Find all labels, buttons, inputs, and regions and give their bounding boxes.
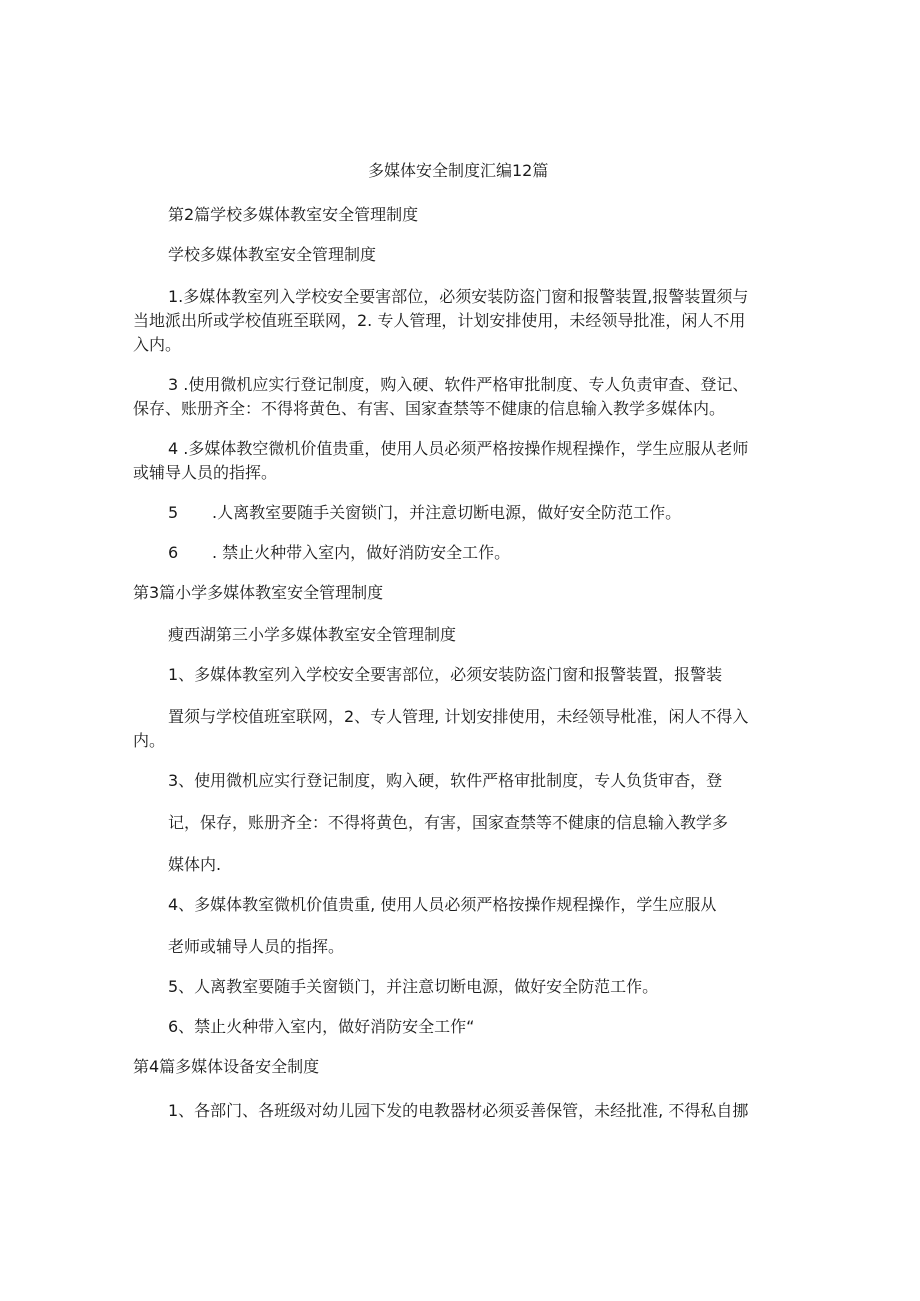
section-2-para-1-line-1: 1.多媒体教室列入学校安全要害部位，必须安装防盗门窗和报警装置,报警装置须与 — [168, 287, 749, 306]
section-4-heading: 第4篇多媒体设备安全制度 — [133, 1057, 320, 1076]
section-3-para-4: 5、人离教室要随手关窗锁门，并注意切断电源，做好安全防范工作。 — [168, 977, 659, 996]
section-3-para-3-line-2: 老师或辅导人员的指挥。 — [168, 937, 345, 956]
section-2-para-1-line-3: 入内。 — [133, 335, 182, 354]
section-2-para-1-line-2: 当地派出所或学校值班至联网，2. 专人管理，计划安排使用，未经领导批准，闲人不用 — [133, 311, 746, 330]
section-3-subheading: 瘦西湖第三小学多媒体教室安全管理制度 — [168, 625, 457, 644]
section-2-para-2-line-1: 3 .使用微机应实行登记制度，购入硬、软件严格审批制度、专人负责审查、登记、 — [168, 375, 749, 394]
section-3-para-2-line-2: 记，保存，账册齐全：不得将黄色，有害，国家查禁等不健康的信息输入教学多 — [168, 813, 729, 832]
section-3-para-3-line-1: 4、多媒体教室微机价值贵重, 使用人员必须严格按操作规程操作，学生应服从 — [168, 895, 717, 914]
section-3-para-1-line-3: 内。 — [133, 731, 166, 750]
section-2-subheading: 学校多媒体教室安全管理制度 — [168, 245, 377, 264]
section-2-para-4-text: .人离教室要随手关窗锁门，并注意切断电源，做好安全防范工作。 — [212, 503, 682, 522]
section-3-para-1-line-2: 置须与学校值班室联网，2、专人管理, 计划安排使用，未经领导枇准，闲人不得入 — [168, 707, 749, 726]
section-2-para-3-line-2: 或辅导人员的指挥。 — [133, 463, 278, 482]
section-3-para-5: 6、禁止火种带入室内，做好消防安全工作“ — [168, 1017, 475, 1036]
section-2-para-5-number: 6 — [168, 543, 179, 562]
section-2-para-3-line-1: 4 .多媒体教空微机价值贵重，使用人员必须严格按操作规程操作，学生应服从老师 — [168, 439, 749, 458]
section-3-para-2-line-3: 媒体内. — [168, 855, 222, 874]
section-3-heading: 第3篇小学多媒体教室安全管理制度 — [133, 583, 384, 602]
section-2-para-5-text: . 禁止火种带入室内，做好消防安全工作。 — [212, 543, 511, 562]
section-2-para-2-line-2: 保存、账册齐全：不得将黄色、有害、国家查禁等不健康的信息输入教学多媒体内。 — [133, 399, 726, 418]
section-4-para-1-line-1: 1、各部门、各班级对幼儿园下发的电教器材必须妥善保管，未经批准, 不得私自挪 — [168, 1101, 749, 1120]
section-2-para-4-number: 5 — [168, 503, 179, 522]
section-3-para-2-line-1: 3、使用微机应实行登记制度，购入硬，软件严格审批制度，专人负货审杳，登 — [168, 771, 723, 790]
section-2-heading: 第2篇学校多媒体教室安全管理制度 — [168, 205, 419, 224]
document-title: 多媒体安全制度汇编12篇 — [368, 161, 549, 180]
section-3-para-1-line-1: 1、多媒体教室列入学校安全要害部位，必须安装防盗门窗和报警装置，报警装 — [168, 665, 723, 684]
